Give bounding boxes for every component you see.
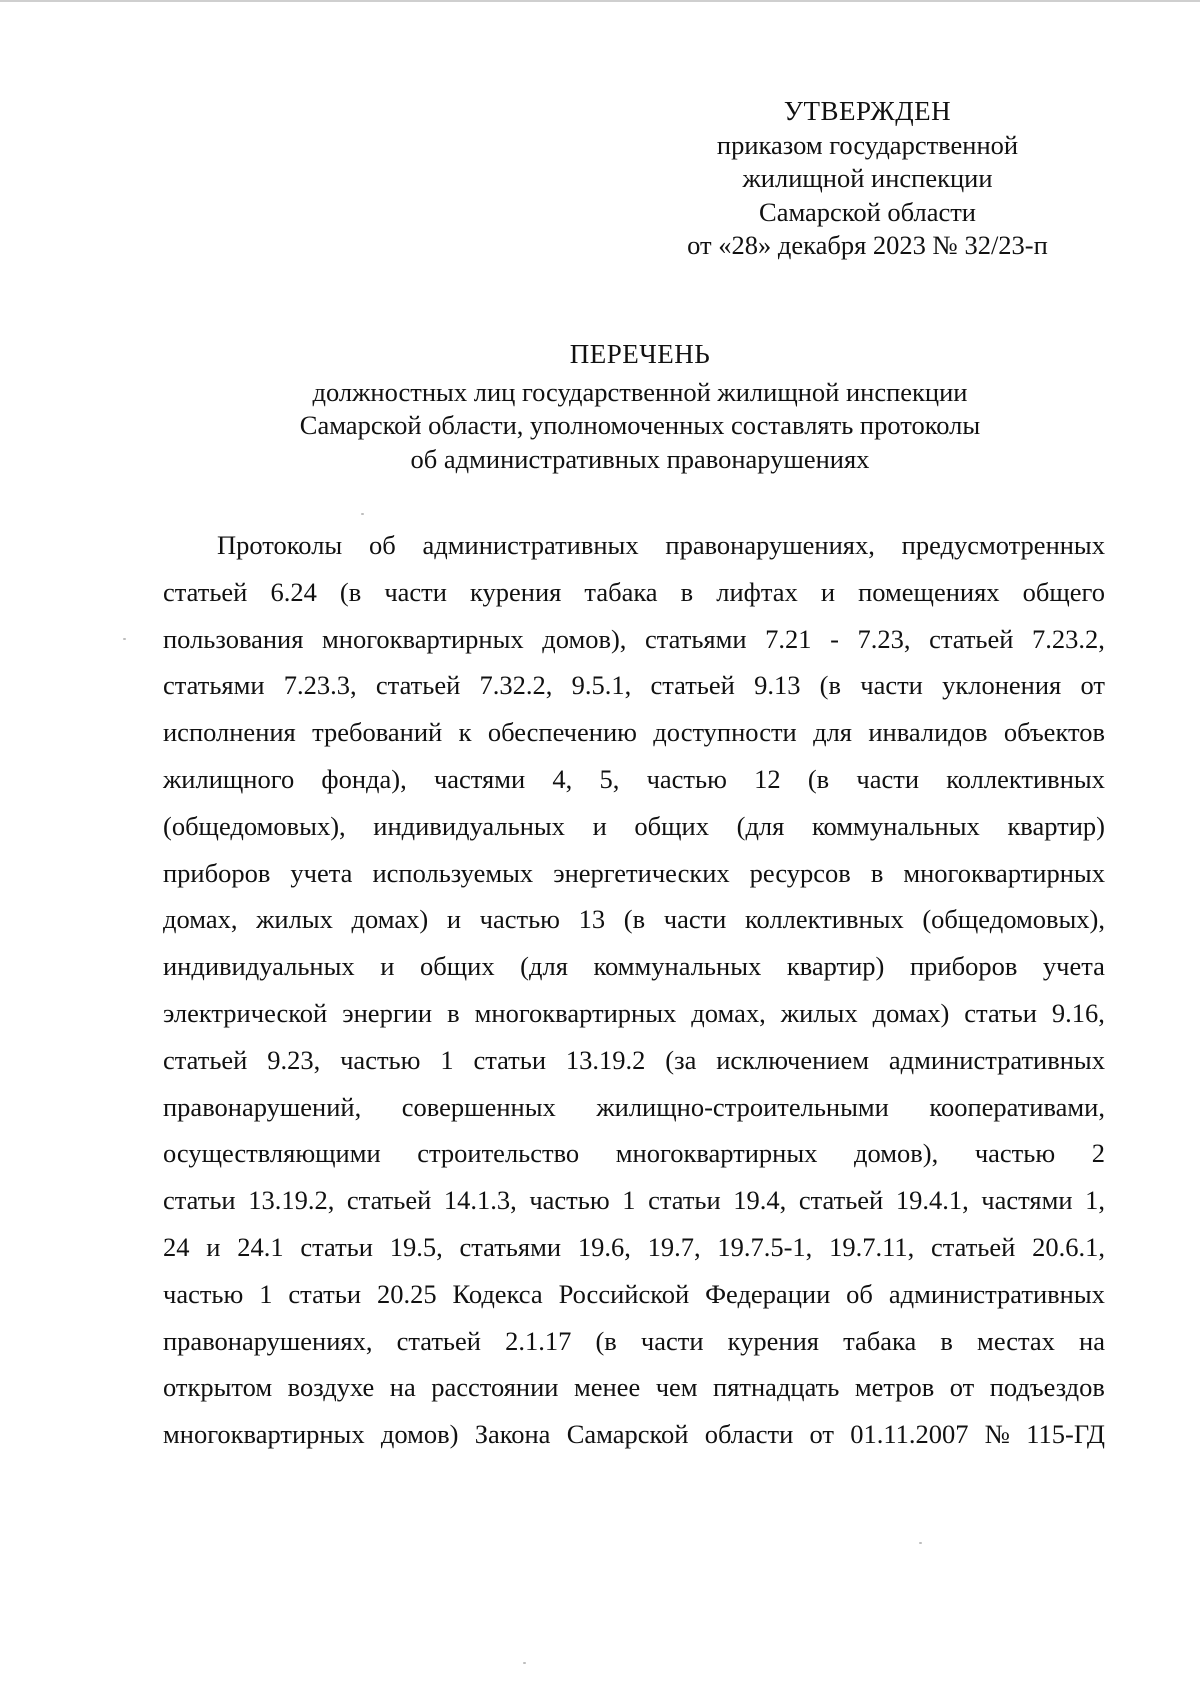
body-line: 24 и 24.1 статьи 19.5, статьями 19.6, 19.7, 19.7.5-1, 19.7.11, статьей 20.6.1, [163, 1231, 1105, 1262]
body-line: открытом воздухе на расстоянии менее чем пятнадцать метров от подъездов [163, 1372, 1105, 1403]
body-line: частью 1 статьи 20.25 Кодекса Российской Федерации об административных [163, 1278, 1105, 1309]
scan-speck [123, 638, 126, 640]
body-line: статьей 6.24 (в части курения табака в лифтах и помещениях общего [163, 576, 1105, 607]
body-paragraph [163, 522, 1105, 1458]
scan-speck [523, 1662, 526, 1664]
body-line: статьи 13.19.2, статьей 14.1.3, частью 1 статьи 19.4, статьей 19.4.1, частями 1, [163, 1185, 1105, 1216]
document-subtitle-line: Самарской области, уполномоченных составлять протоколы [299, 410, 981, 440]
body-line: исполнения требований к обеспечению доступности для инвалидов объектов [163, 717, 1105, 748]
body-line: индивидуальных и общих (для коммунальных квартир) приборов учета [163, 951, 1105, 982]
body-line: пользования многоквартирных домов), статьями 7.21 - 7.23, статьей 7.23.2, [163, 623, 1105, 654]
body-line: многоквартирных домов) Закона Самарской области от 01.11.2007 № 115-ГД [163, 1419, 1105, 1450]
body-line: (общедомовых), индивидуальных и общих (для коммунальных квартир) [163, 810, 1105, 841]
approval-line: Самарской области [759, 196, 976, 227]
body-line: приборов учета используемых энергетических ресурсов в многоквартирных [163, 857, 1105, 888]
document-subtitle-line: должностных лиц государственной жилищной инспекции [312, 376, 968, 407]
body-line: домах, жилых домах) и частью 13 (в части коллективных (общедомовых), [163, 904, 1105, 935]
body-line: статьей 9.23, частью 1 статьи 13.19.2 (за исключением административных [163, 1044, 1105, 1075]
document-subtitle-line: об административных правонарушениях [410, 443, 870, 474]
body-line: правонарушений, совершенных жилищно-строительными кооперативами, [163, 1091, 1105, 1122]
approval-stamp-block [600, 95, 1135, 263]
body-line: правонарушениях, статьей 2.1.17 (в части курения табака в местах на [163, 1325, 1105, 1356]
body-line: Протоколы об административных правонарушениях, предусмотренных [217, 530, 1105, 560]
body-line: электрической энергии в многоквартирных домах, жилых домах) статьи 9.16, [163, 997, 1105, 1028]
body-line: жилищного фонда), частями 4, 5, частью 12 (в части коллективных [163, 763, 1105, 794]
scan-speck [919, 1542, 922, 1544]
approval-line: жилищной инспекции [742, 163, 993, 193]
scan-top-edge [0, 0, 1200, 2]
approval-date-number: от «28» декабря 2023 № 32/23-п [687, 230, 1048, 260]
body-line: статьями 7.23.3, статьей 7.32.2, 9.5.1, статьей 9.13 (в части уклонения от [163, 670, 1105, 701]
approval-line: приказом государственной [716, 129, 1019, 160]
document-title-block [170, 338, 1110, 476]
approval-heading: УТВЕРЖДЕН [783, 96, 952, 126]
document-title: ПЕРЕЧЕНЬ [569, 339, 711, 369]
scan-speck [361, 513, 364, 515]
body-line: осуществляющими строительство многоквартирных домов), частью 2 [163, 1138, 1105, 1169]
